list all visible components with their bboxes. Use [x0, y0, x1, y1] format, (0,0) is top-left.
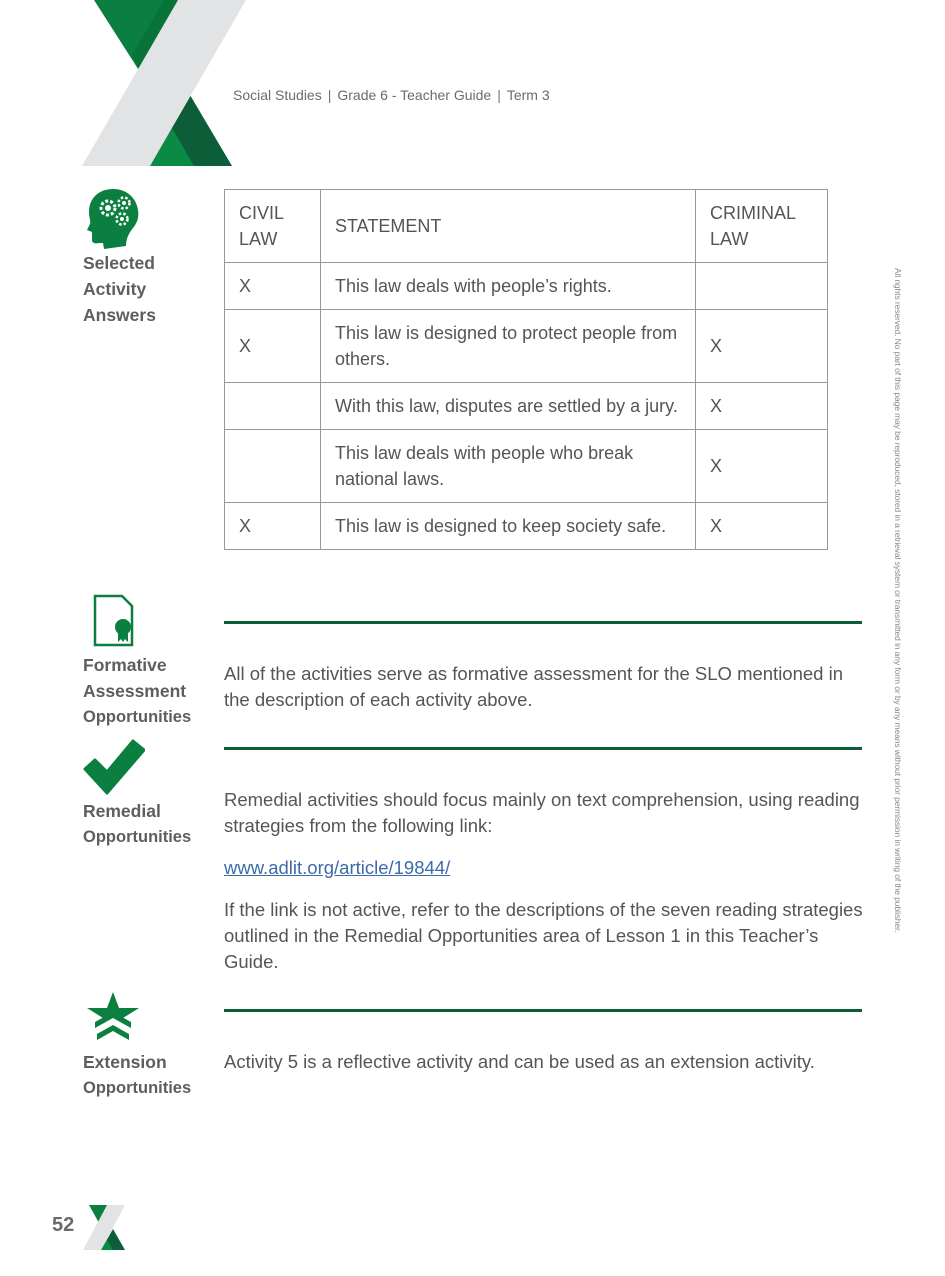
- label-line: Formative: [83, 655, 167, 675]
- table-row: [225, 383, 828, 430]
- statement-cell: This law is designed to protect people from others.: [321, 310, 696, 383]
- table-row: [225, 503, 828, 550]
- statement-cell: With this law, disputes are settled by a jury.: [321, 383, 696, 430]
- extension-label: [83, 1049, 191, 1101]
- civil-criminal-law-table: [224, 189, 828, 550]
- table-header-row: [225, 190, 828, 263]
- criminal-cell: X: [696, 430, 828, 503]
- remedial-label: [83, 798, 191, 850]
- header-grade: Grade 6 - Teacher Guide: [337, 87, 492, 103]
- selected-activity-label: [83, 250, 156, 328]
- adlit-link[interactable]: www.adlit.org/article/19844/: [224, 857, 451, 878]
- brand-logo: [82, 0, 252, 168]
- head-gears-icon: [86, 188, 140, 250]
- label-line: Opportunities: [83, 828, 192, 846]
- star-chevron-icon: [85, 992, 141, 1044]
- civil-cell: [225, 430, 321, 503]
- table-row: [225, 263, 828, 310]
- remedial-text-1: Remedial activities should focus mainly on text comprehension, using reading strategies from the following link:: [224, 789, 860, 836]
- copyright-notice: All rights reserved. No part of this page may be reproduced, stored in a retrieval system or transmitted in any form or by any means without prior permission in writing of the publisher.: [893, 268, 903, 933]
- label-line: Opportunities: [83, 708, 192, 726]
- extension-text-block: [224, 1049, 864, 1091]
- table-row: [225, 430, 828, 503]
- criminal-cell: X: [696, 310, 828, 383]
- certificate-document-icon: [92, 594, 136, 648]
- header-civil-law: CIVIL LAW: [225, 190, 321, 263]
- civil-cell: X: [225, 310, 321, 383]
- label-line: Remedial: [83, 801, 161, 821]
- header-breadcrumb: [233, 87, 550, 103]
- page-number: 52: [52, 1214, 75, 1236]
- statement-cell: This law is designed to keep society safe.: [321, 503, 696, 550]
- separator: |: [497, 87, 501, 103]
- label-line: Selected: [83, 253, 155, 273]
- statement-cell: This law deals with people’s rights.: [321, 263, 696, 310]
- remedial-text-block: [224, 787, 864, 991]
- checkmark-icon: [83, 739, 145, 795]
- section-divider: [224, 747, 862, 750]
- formative-text: All of the activities serve as formative assessment for the SLO mentioned in the description of each activity above.: [224, 663, 844, 710]
- header-criminal-law: CRIMINAL LAW: [696, 190, 828, 263]
- civil-cell: [225, 383, 321, 430]
- remedial-text-2: If the link is not active, refer to the descriptions of the seven reading strategies outlined in the Remedial Opportunities area of Lesson 1 in this Teacher’s Guide.: [224, 899, 863, 972]
- label-line: Assessment: [83, 681, 187, 701]
- formative-label: [83, 652, 191, 730]
- statement-cell: This law deals with people who break national laws.: [321, 430, 696, 503]
- header-subject: Social Studies: [233, 87, 322, 103]
- label-line: Activity: [83, 279, 147, 299]
- section-divider: [224, 1009, 862, 1012]
- criminal-cell: X: [696, 503, 828, 550]
- criminal-cell: [696, 263, 828, 310]
- footer-logo: [83, 1205, 127, 1251]
- header-statement: STATEMENT: [321, 190, 696, 263]
- header-term: Term 3: [506, 87, 550, 103]
- formative-text-block: [224, 661, 864, 729]
- criminal-cell: X: [696, 383, 828, 430]
- extension-text: Activity 5 is a reflective activity and can be used as an extension activity.: [224, 1051, 815, 1072]
- label-line: Extension: [83, 1052, 167, 1072]
- separator: |: [327, 87, 332, 103]
- label-line: Answers: [83, 305, 156, 325]
- civil-cell: X: [225, 263, 321, 310]
- label-line: Opportunities: [83, 1079, 192, 1097]
- civil-cell: X: [225, 503, 321, 550]
- section-divider: [224, 621, 862, 624]
- table-row: [225, 310, 828, 383]
